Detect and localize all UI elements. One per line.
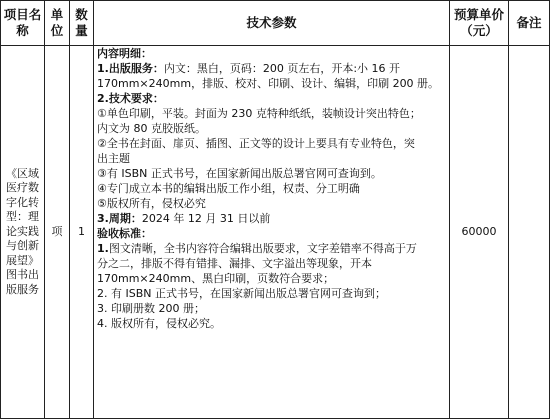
param-line <box>97 61 449 76</box>
acceptance-line: 3. 印刷册数 200 册； <box>97 302 205 315</box>
tech-params-cell <box>94 46 450 419</box>
acceptance-line: 4. 版权所有，侵权必究。 <box>97 317 221 330</box>
tech-requirements-title: 2.技术要求： <box>97 92 164 105</box>
header-item-name: 项目名称 <box>1 1 45 46</box>
acceptance-line: 分之二，排版不得有错排、漏排、文字溢出等现象，开本 <box>97 257 372 270</box>
acceptance-criteria-title: 验收标准： <box>97 227 152 240</box>
table-header-row <box>1 1 550 46</box>
content-detail-title: 内容明细： <box>97 47 152 60</box>
param-line: 内文为 80 克胶版纸。 <box>97 122 206 135</box>
param-line: ②全书在封面、扉页、插图、正文等的设计上要具有专业特色，突 <box>97 137 415 150</box>
acceptance-label: 1. <box>97 242 109 255</box>
remarks-cell <box>509 46 550 419</box>
param-line: ③有 ISBN 正式书号，在国家新闻出版总署官网可查询到。 <box>97 167 382 180</box>
param-text: 2024 年 12 月 31 日以前 <box>141 212 271 225</box>
quantity-cell: 1 <box>70 46 94 419</box>
param-line <box>97 211 449 226</box>
param-label: 1.出版服务： <box>97 62 164 75</box>
header-unit: 单位 <box>45 1 70 46</box>
header-tech-params: 技术参数 <box>94 1 450 46</box>
acceptance-text: 图文清晰，全书内容符合编辑出版要求，文字差错率不得高于万 <box>108 242 417 255</box>
param-line: ④专门成立本书的编辑出版工作小组，权责、分工明确 <box>97 182 360 195</box>
budget-price-cell: 60000 <box>450 46 509 419</box>
param-line: 出主题 <box>97 152 130 165</box>
header-remarks: 备注 <box>509 1 550 46</box>
item-name-cell: 《区域医疗数字化转型：理论实践与创新展望》图书出版服务 <box>1 46 45 419</box>
acceptance-line: 2. 有 ISBN 正式书号，在国家新闻出版总署官网可查询到； <box>97 287 386 300</box>
acceptance-line <box>97 241 449 256</box>
param-line: 170mm×240mm，排版、校对、印刷、设计、编辑，印刷 200 册。 <box>97 77 440 90</box>
unit-cell: 项 <box>45 46 70 419</box>
header-budget-price: 预算单价（元） <box>450 1 509 46</box>
header-quantity: 数量 <box>70 1 94 46</box>
param-text: 内文：黑白，页码：200 页左右，开本:小 16 开 <box>163 62 401 75</box>
param-line: ①单色印刷，平装。封面为 230 克特种纸纸，装帧设计突出特色； <box>97 107 421 120</box>
table-row <box>1 46 550 419</box>
acceptance-line: 170mm×240mm、黑白印刷，页数符合要求； <box>97 272 335 285</box>
param-line: ⑤版权所有，侵权必究 <box>97 197 206 210</box>
param-label: 3.周期： <box>97 212 142 225</box>
